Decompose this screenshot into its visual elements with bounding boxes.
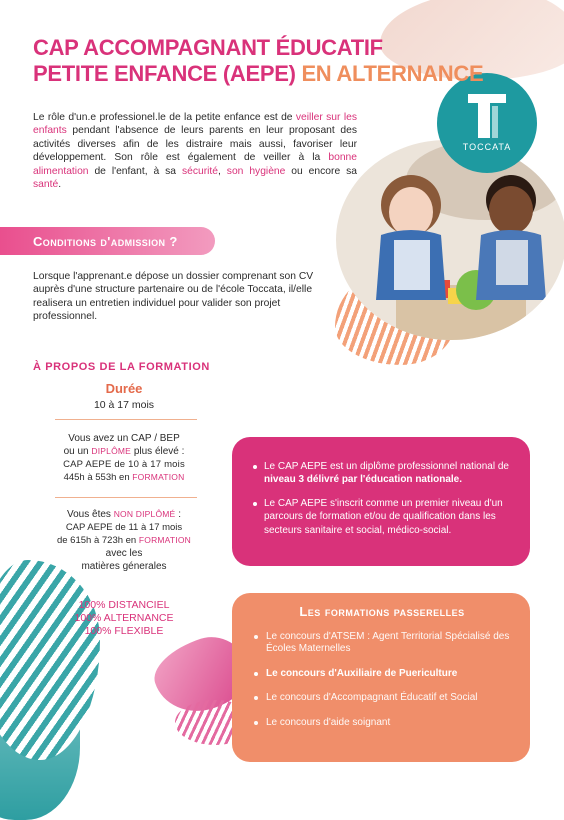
mode-item: 100% FLEXIBLE bbox=[84, 625, 164, 637]
block-line bbox=[50, 534, 198, 547]
text: plus élevé : bbox=[131, 446, 185, 457]
duree-value: 10 à 17 mois bbox=[93, 399, 155, 411]
intro-text: pendant l'absence de leurs parents en leur proposant des activités diverses afin de les distraire mais aussi, favoriser leur développement. Son rôle est également de veiller à la bbox=[33, 125, 357, 164]
text: ou un bbox=[63, 446, 92, 457]
page-title-line1: CAP ACCOMPAGNANT ÉDUCATIF bbox=[33, 35, 383, 60]
block-line bbox=[50, 508, 198, 521]
intro-paragraph bbox=[33, 111, 357, 191]
divider bbox=[55, 497, 197, 498]
intro-text: ou encore sa bbox=[285, 165, 357, 177]
list-item bbox=[252, 460, 512, 487]
conditions-banner bbox=[0, 227, 215, 255]
block-line: CAP AEPE de 11 à 17 mois bbox=[65, 522, 183, 533]
block-line bbox=[50, 471, 198, 484]
highlight: niveau 3 délivré par l'éducation nationale. bbox=[264, 474, 462, 486]
block-line: CAP AEPE de 10 à 17 mois bbox=[63, 459, 185, 470]
conditions-text: Lorsque l'apprenant.e dépose un dossier comprenant son CV auprès d'une structure partenaire ou de l'école Toccata, il/elle realisera un entretien individuel pour valider son projet professionnel. bbox=[33, 271, 314, 323]
list-item: Le concours d'aide soignant bbox=[252, 717, 512, 730]
divider bbox=[55, 419, 197, 420]
passerelles-list bbox=[252, 631, 512, 730]
text: Vous êtes bbox=[67, 509, 114, 520]
intro-text: Le rôle d'un.e professionel.le de la petite enfance est de bbox=[33, 112, 296, 123]
decorative-stripes bbox=[0, 560, 100, 760]
list-item: Le concours d'Auxiliaire de Puericulture bbox=[252, 668, 512, 681]
block-line bbox=[50, 445, 198, 458]
children-photo bbox=[336, 140, 564, 340]
logo-mark-icon bbox=[468, 94, 506, 138]
intro-highlight: veiller sur les enfants bbox=[33, 112, 357, 137]
mode-item: 100% ALTERNANCE bbox=[74, 612, 174, 624]
block-line: Vous avez un CAP / BEP bbox=[68, 433, 180, 444]
block-line: avec les bbox=[105, 548, 143, 559]
children-playing-image bbox=[336, 140, 564, 340]
intro-highlight: bonne alimentation bbox=[33, 152, 357, 177]
block-non-diplome bbox=[50, 508, 198, 573]
formation-modes bbox=[50, 599, 198, 638]
highlight: DIPLÔME bbox=[91, 446, 132, 456]
about-heading: À PROPOS DE LA FORMATION bbox=[33, 361, 210, 373]
text: Le CAP AEPE est un diplôme professionnel national de bbox=[264, 461, 509, 472]
text: de 615h à 723h en bbox=[56, 535, 139, 546]
toccata-logo bbox=[437, 73, 537, 173]
list-item: Le CAP AEPE s'inscrit comme un premier niveau d'un parcours de formation et/ou de qualification dans les secteurs sanitaire et social, médico-social. bbox=[252, 497, 512, 537]
diploma-info-card bbox=[232, 437, 530, 566]
intro-text: . bbox=[58, 179, 62, 191]
text: 445h à 553h en bbox=[63, 472, 133, 483]
list-item: Le concours d'ATSEM : Agent Territorial Spécialisé des Écoles Maternelles bbox=[252, 631, 512, 656]
title-main: PETITE ENFANCE (AEPE) bbox=[33, 61, 296, 86]
title-accent: EN ALTERNANCE bbox=[301, 61, 484, 86]
duree-label: Durée bbox=[105, 381, 143, 396]
passerelles-heading: Les formations passerelles bbox=[299, 604, 465, 619]
page-title-line2 bbox=[33, 61, 483, 87]
intro-highlight: son hygiène bbox=[226, 165, 286, 177]
block-line: matières génerales bbox=[81, 561, 167, 572]
logo-name: TOCCATA bbox=[462, 142, 512, 152]
mode-item: 100% DISTANCIEL bbox=[78, 599, 170, 611]
passerelles-card bbox=[232, 593, 530, 762]
intro-text: , bbox=[218, 165, 227, 177]
highlight: NON DIPLÔMÉ bbox=[113, 509, 176, 519]
block-diplome bbox=[50, 432, 198, 484]
highlight: FORMATION bbox=[138, 535, 192, 545]
list-item: Le concours d'Accompagnant Éducatif et Social bbox=[252, 692, 512, 705]
intro-highlight: sécurité bbox=[181, 165, 218, 177]
intro-highlight: santé bbox=[33, 179, 59, 191]
intro-text: de l'enfant, à sa bbox=[88, 165, 182, 177]
conditions-heading: Conditions d'admission ? bbox=[33, 233, 178, 249]
diploma-info-list bbox=[252, 460, 512, 537]
highlight: FORMATION bbox=[132, 472, 185, 482]
text: : bbox=[175, 509, 181, 520]
